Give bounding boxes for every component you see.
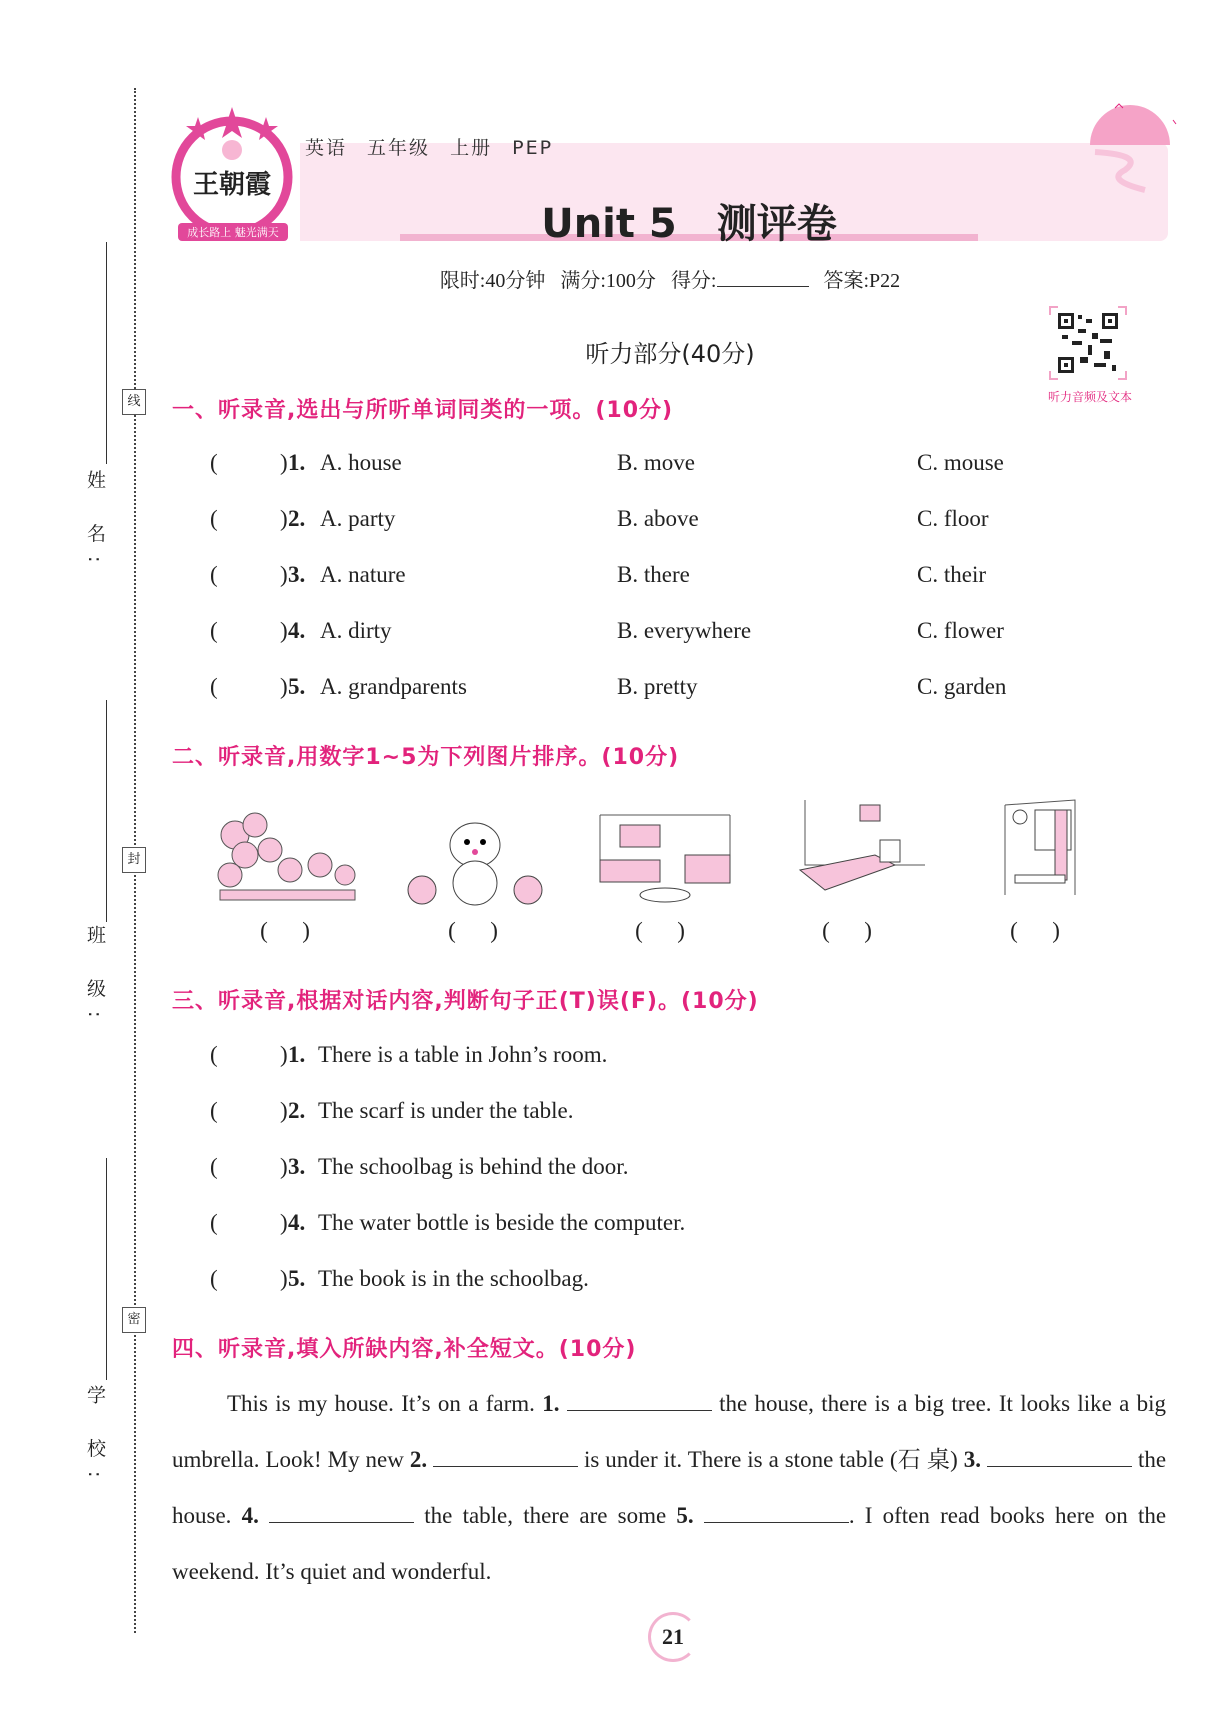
paren-close: ) <box>280 506 288 531</box>
option-c: C. flower <box>917 618 1004 643</box>
option-c: C. their <box>917 562 986 587</box>
question-number: 5. <box>288 674 306 699</box>
score-blank[interactable] <box>717 268 809 287</box>
blank-2[interactable] <box>433 1444 578 1467</box>
blank-number: 1. <box>542 1391 560 1416</box>
answer-paren[interactable]: ( <box>210 1266 218 1291</box>
passage-text: is under it. There is a stone table (石 桌) <box>584 1447 958 1472</box>
paren-close: ) <box>280 450 288 475</box>
picture-answer-paren[interactable]: ( ) <box>448 918 498 943</box>
answer-paren[interactable]: ( <box>210 562 218 587</box>
statement: There is a table in John’s room. <box>318 1042 608 1067</box>
question-number: 5. <box>288 1266 306 1291</box>
answer-paren[interactable]: ( <box>210 1154 218 1179</box>
question-number: 2. <box>288 1098 306 1123</box>
option-c: C. mouse <box>917 450 1004 475</box>
question-row <box>210 562 1210 592</box>
name-label: 姓 名: <box>84 470 106 577</box>
option-c: C. floor <box>917 506 989 531</box>
option-a: A. nature <box>320 562 406 587</box>
sunset-decoration-icon <box>1085 100 1185 200</box>
passage-text: the house, there is a big tree. It looks like a big umbrella. Look! My new <box>172 1391 1167 1472</box>
passage-text: the table, there are some <box>424 1503 667 1528</box>
paren-close: ) <box>280 1098 288 1123</box>
cloze-passage <box>172 1376 1166 1600</box>
question-row <box>210 1266 1210 1296</box>
paren-close: ) <box>280 1266 288 1291</box>
answer-page: 答案:P22 <box>823 270 901 292</box>
option-a: A. dirty <box>320 618 392 643</box>
answer-paren[interactable]: ( <box>210 1042 218 1067</box>
picture-answer-paren[interactable]: ( ) <box>635 918 685 943</box>
blank-number: 5. <box>676 1503 694 1528</box>
answer-paren[interactable]: ( <box>210 674 218 699</box>
blank-1[interactable] <box>567 1388 712 1411</box>
question-number: 4. <box>288 1210 306 1235</box>
time-limit: 限时:40分钟 <box>439 270 546 292</box>
question-row <box>210 1154 1210 1184</box>
option-b: B. above <box>617 506 699 531</box>
picture-answer-paren[interactable]: ( ) <box>822 918 872 943</box>
brand-logo <box>168 105 298 250</box>
statement: The scarf is under the table. <box>318 1098 574 1123</box>
blank-5[interactable] <box>704 1500 849 1523</box>
section4-heading: 四、听录音,填入所缺内容,补全短文。(10分) <box>172 1337 637 1362</box>
question-row <box>210 674 1210 704</box>
answer-paren[interactable]: ( <box>210 1210 218 1235</box>
passage-text: . I often read books here on the weekend. It’s quiet and wonderful. <box>172 1503 1167 1584</box>
statement: The book is in the schoolbag. <box>318 1266 589 1291</box>
picture-answer-paren[interactable]: ( ) <box>260 918 310 943</box>
section1-heading: 一、听录音,选出与所听单词同类的一项。(10分) <box>172 398 674 423</box>
paren-close: ) <box>280 1154 288 1179</box>
option-a: A. house <box>320 450 402 475</box>
question-row <box>210 450 1210 480</box>
option-a: A. party <box>320 506 396 531</box>
question-row <box>210 506 1210 536</box>
option-b: B. everywhere <box>617 618 752 643</box>
question-number: 2. <box>288 506 306 531</box>
living-room-picture <box>590 795 740 910</box>
blank-4[interactable] <box>269 1500 414 1523</box>
statement: The schoolbag is behind the door. <box>318 1154 629 1179</box>
option-c: C. garden <box>917 674 1007 699</box>
paren-close: ) <box>280 1210 288 1235</box>
answer-paren[interactable]: ( <box>210 506 218 531</box>
bedroom-picture <box>785 795 935 910</box>
paren-close: ) <box>280 674 288 699</box>
score-label: 得分: <box>670 270 717 292</box>
section2-heading: 二、听录音,用数字1~5为下列图片排序。(10分) <box>172 745 680 770</box>
subject-label: 英语 五年级 上册 PEP <box>305 137 554 159</box>
passage-text: This is my house. It’s on a farm. <box>227 1391 535 1416</box>
statement: The water bottle is beside the computer. <box>318 1210 686 1235</box>
paren-close: ) <box>280 618 288 643</box>
question-number: 4. <box>288 618 306 643</box>
page-number: 21 <box>648 1612 698 1662</box>
paren-close: ) <box>280 562 288 587</box>
exam-info <box>0 264 1222 293</box>
class-line[interactable] <box>106 700 107 922</box>
blank-3[interactable] <box>987 1444 1132 1467</box>
school-line[interactable] <box>106 1158 107 1380</box>
option-b: B. there <box>617 562 690 587</box>
blank-number: 4. <box>241 1503 259 1528</box>
answer-paren[interactable]: ( <box>210 450 218 475</box>
passage-text: the house. <box>172 1447 1167 1528</box>
puppy-picture <box>400 795 550 910</box>
picture-answer-paren[interactable]: ( ) <box>1010 918 1060 943</box>
blank-number: 2. <box>409 1447 428 1472</box>
cut-mark-secret: 密 <box>122 1307 146 1333</box>
option-b: B. pretty <box>617 674 698 699</box>
question-row <box>210 1042 1210 1072</box>
question-row <box>210 1098 1210 1128</box>
answer-paren[interactable]: ( <box>210 1098 218 1123</box>
svg-text:王朝霞: 王朝霞 <box>192 170 272 200</box>
svg-text:成长路上 魅光满天: 成长路上 魅光满天 <box>187 226 279 239</box>
listening-title: 听力部分(40分) <box>585 340 755 368</box>
question-number: 3. <box>288 562 306 587</box>
question-row <box>210 1210 1210 1240</box>
question-row <box>210 618 1210 648</box>
school-label: 学 校: <box>84 1385 106 1492</box>
cut-mark-seal: 封 <box>122 847 146 873</box>
question-number: 1. <box>288 1042 306 1067</box>
answer-paren[interactable]: ( <box>210 618 218 643</box>
blank-number: 3. <box>963 1447 982 1472</box>
paren-close: ) <box>280 1042 288 1067</box>
bathroom-picture <box>975 795 1125 910</box>
full-score: 满分:100分 <box>560 270 656 292</box>
question-number: 1. <box>288 450 306 475</box>
cut-mark-line: 线 <box>122 389 146 415</box>
section3-heading: 三、听录音,根据对话内容,判断句子正(T)误(F)。(10分) <box>172 989 759 1014</box>
option-a: A. grandparents <box>320 674 467 699</box>
qr-caption: 听力音频及文本 <box>1047 390 1132 404</box>
question-number: 3. <box>288 1154 306 1179</box>
flowers-garden-picture <box>210 795 360 910</box>
page-title: Unit 5 测评卷 <box>541 201 837 247</box>
class-label: 班 级: <box>84 925 106 1032</box>
option-b: B. move <box>617 450 695 475</box>
